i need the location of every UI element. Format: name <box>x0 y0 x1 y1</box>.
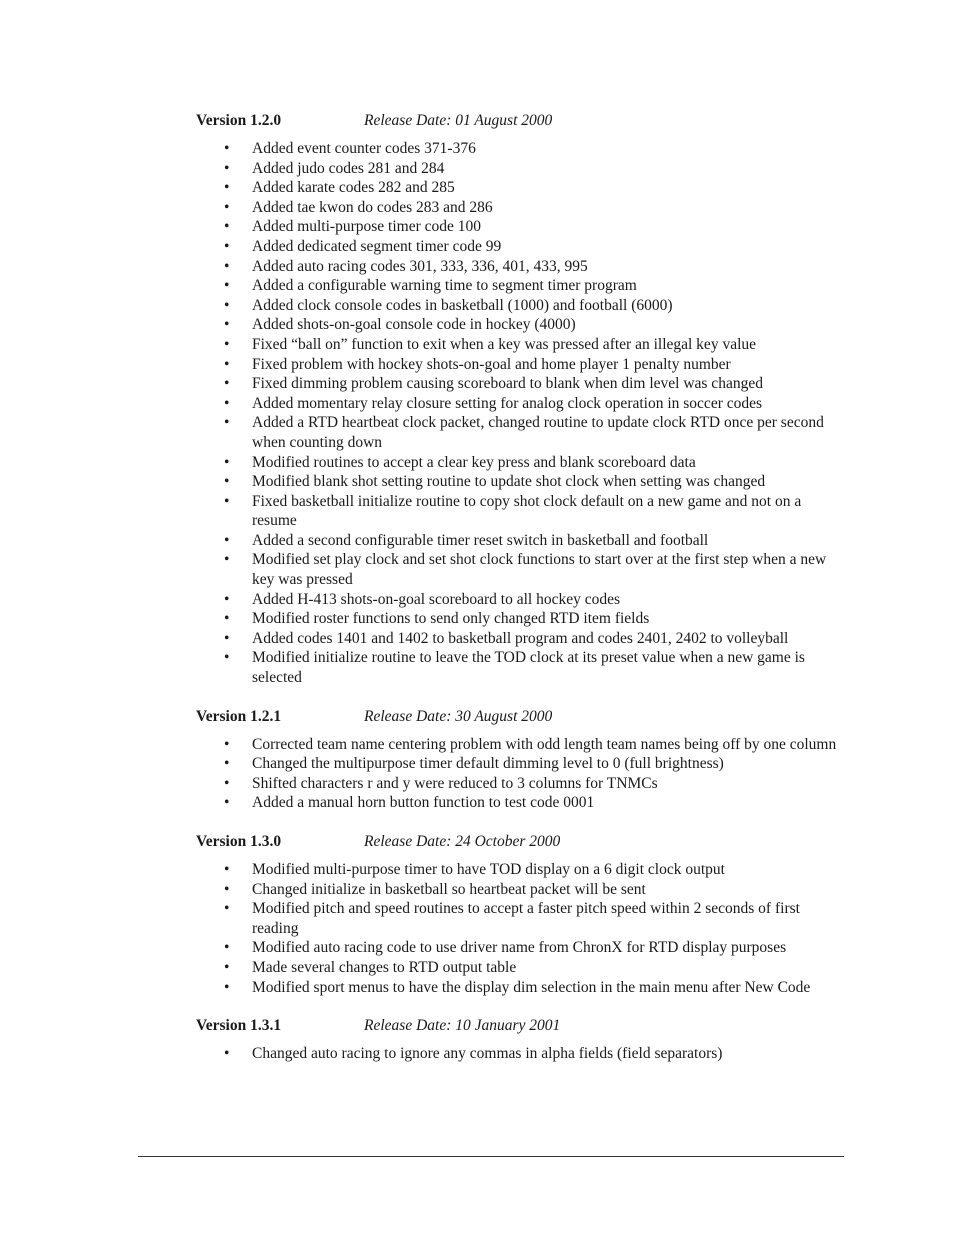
change-list <box>196 1044 846 1064</box>
list-item: • Modified multi-purpose timer to have TOD display on a 6 digit clock output <box>196 860 846 880</box>
list-item: • Modified pitch and speed routines to accept a faster pitch speed within 2 seconds of first reading <box>196 899 846 938</box>
list-item: • Added H-413 shots-on-goal scoreboard to all hockey codes <box>196 590 846 610</box>
list-item: • Added a second configurable timer reset switch in basketball and football <box>196 531 846 551</box>
version-number: Version 1.3.1 <box>196 1017 282 1035</box>
list-item: • Added judo codes 281 and 284 <box>196 159 846 179</box>
list-item: • Modified roster functions to send only changed RTD item fields <box>196 609 846 629</box>
version-number: Version 1.3.0 <box>196 833 282 850</box>
release-date: Release Date: 24 October 2000 <box>364 833 561 850</box>
list-item: • Added multi-purpose timer code 100 <box>196 217 846 237</box>
list-item: • Added tae kwon do codes 283 and 286 <box>196 198 846 218</box>
list-item: • Added clock console codes in basketball (1000) and football (6000) <box>196 296 846 316</box>
release-notes <box>196 110 846 1064</box>
version-section <box>196 110 846 688</box>
version-section <box>196 706 846 813</box>
list-item: • Added shots-on-goal console code in hockey (4000) <box>196 315 846 335</box>
list-item: • Modified set play clock and set shot clock functions to start over at the first step when a new key was pressed <box>196 550 846 589</box>
change-list <box>196 735 846 813</box>
list-item: • Changed the multipurpose timer default dimming level to 0 (full brightness) <box>196 754 846 774</box>
change-list <box>196 139 846 688</box>
list-item: • Fixed dimming problem causing scoreboard to blank when dim level was changed <box>196 374 846 394</box>
list-item: • Made several changes to RTD output table <box>196 958 846 978</box>
list-item: • Added karate codes 282 and 285 <box>196 178 846 198</box>
version-section <box>196 831 846 997</box>
list-item: • Added a manual horn button function to test code 0001 <box>196 793 846 813</box>
footer-divider <box>138 1156 844 1157</box>
version-heading <box>196 110 846 132</box>
list-item: • Added codes 1401 and 1402 to basketball program and codes 2401, 2402 to volleyball <box>196 629 846 649</box>
list-item: • Fixed problem with hockey shots-on-goal and home player 1 penalty number <box>196 355 846 375</box>
release-date: Release Date: 01 August 2000 <box>364 112 553 129</box>
list-item: • Modified auto racing code to use driver name from ChronX for RTD display purposes <box>196 938 846 958</box>
version-heading <box>196 706 846 728</box>
release-date: Release Date: 10 January 2001 <box>364 1017 561 1035</box>
version-heading <box>196 1015 846 1037</box>
list-item: • Added a configurable warning time to segment timer program <box>196 276 846 296</box>
version-number: Version 1.2.1 <box>196 707 282 725</box>
list-item: • Modified sport menus to have the display dim selection in the main menu after New Code <box>196 978 846 998</box>
version-section <box>196 1015 846 1064</box>
list-item: • Added a RTD heartbeat clock packet, changed routine to update clock RTD once per second when counting down <box>196 413 846 452</box>
list-item: • Modified blank shot setting routine to update shot clock when setting was changed <box>196 472 846 492</box>
list-item: • Fixed basketball initialize routine to copy shot clock default on a new game and not on a resume <box>196 492 846 531</box>
list-item: • Added auto racing codes 301, 333, 336, 401, 433, 995 <box>196 257 846 277</box>
list-item: • Fixed “ball on” function to exit when a key was pressed after an illegal key value <box>196 335 846 355</box>
list-item: • Added dedicated segment timer code 99 <box>196 237 846 257</box>
list-item: • Changed auto racing to ignore any commas in alpha fields (field separators) <box>196 1044 846 1064</box>
version-number: Version 1.2.0 <box>196 112 282 129</box>
list-item: • Corrected team name centering problem with odd length team names being off by one column <box>196 735 846 755</box>
list-item: • Shifted characters r and y were reduced to 3 columns for TNMCs <box>196 774 846 794</box>
list-item: • Added momentary relay closure setting for analog clock operation in soccer codes <box>196 394 846 414</box>
list-item: • Modified routines to accept a clear key press and blank scoreboard data <box>196 453 846 473</box>
list-item: • Added event counter codes 371-376 <box>196 139 846 159</box>
release-date: Release Date: 30 August 2000 <box>364 707 553 725</box>
list-item: • Modified initialize routine to leave the TOD clock at its preset value when a new game is selected <box>196 648 846 687</box>
change-list <box>196 860 846 997</box>
version-heading <box>196 831 846 853</box>
list-item: • Changed initialize in basketball so heartbeat packet will be sent <box>196 880 846 900</box>
